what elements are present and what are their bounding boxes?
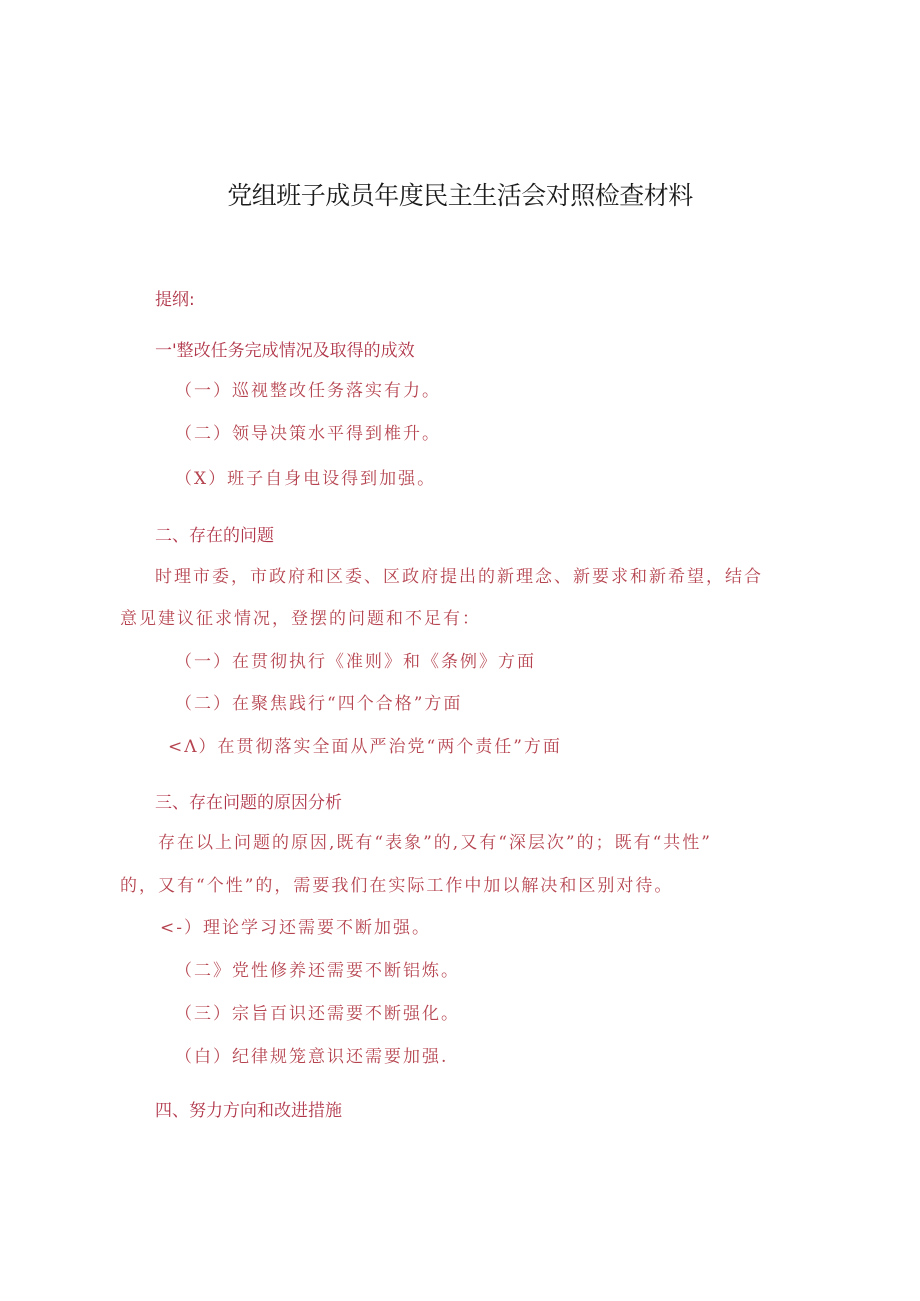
document-title: 党组班子成员年度民主生活会对照检查材料 (227, 181, 693, 210)
section3-paragraph-line2: 的，又有“个性”的，需要我们在实际工作中加以解决和区别对待。 (120, 876, 674, 896)
section2-item-3: <Λ）在贯彻落实全面从严治党“两个责任”方面 (168, 737, 562, 757)
section3-paragraph-line1: 存在以上问题的原因,既有“表象”的,又有“深层次”的；既有“共性” (158, 833, 712, 853)
section1-item-3: （X）班子自身电设得到加强。 (175, 469, 437, 489)
section2-item-1: （一）在贯彻执行《准则》和《条例》方面 (175, 652, 536, 672)
section1-item-2: （二）领导决策水平得到椎升。 (175, 424, 441, 444)
section1-heading: 一'整改任务完成情况及取得的成效 (155, 341, 415, 361)
section3-heading: 三、存在问题的原因分析 (155, 793, 342, 813)
section2-paragraph-line2: 意见建议征求情况，登摆的问题和不足有： (120, 609, 481, 629)
outline-label: 提纲: (155, 290, 195, 310)
section4-heading: 四、努力方向和改进措施 (155, 1101, 342, 1121)
section3-item-2: （二》党性修养还需要不断铝炼。 (175, 961, 460, 981)
section1-item-1: （一）巡视整改任务落实有力。 (175, 381, 441, 401)
section3-item-3: （三）宗旨百识还需要不断强化。 (175, 1004, 460, 1024)
section2-heading: 二、存在的问题 (155, 526, 274, 546)
section2-paragraph-line1: 时理市委，市政府和区委、区政府提出的新理念、新要求和新希望，结合 (155, 567, 763, 587)
section3-item-4: （白）纪律规笼意识还需要加强. (175, 1047, 449, 1067)
section3-item-1: <-）理论学习还需要不断加强。 (160, 918, 431, 938)
section2-item-2: （二）在聚焦践行“四个合格”方面 (175, 694, 463, 714)
